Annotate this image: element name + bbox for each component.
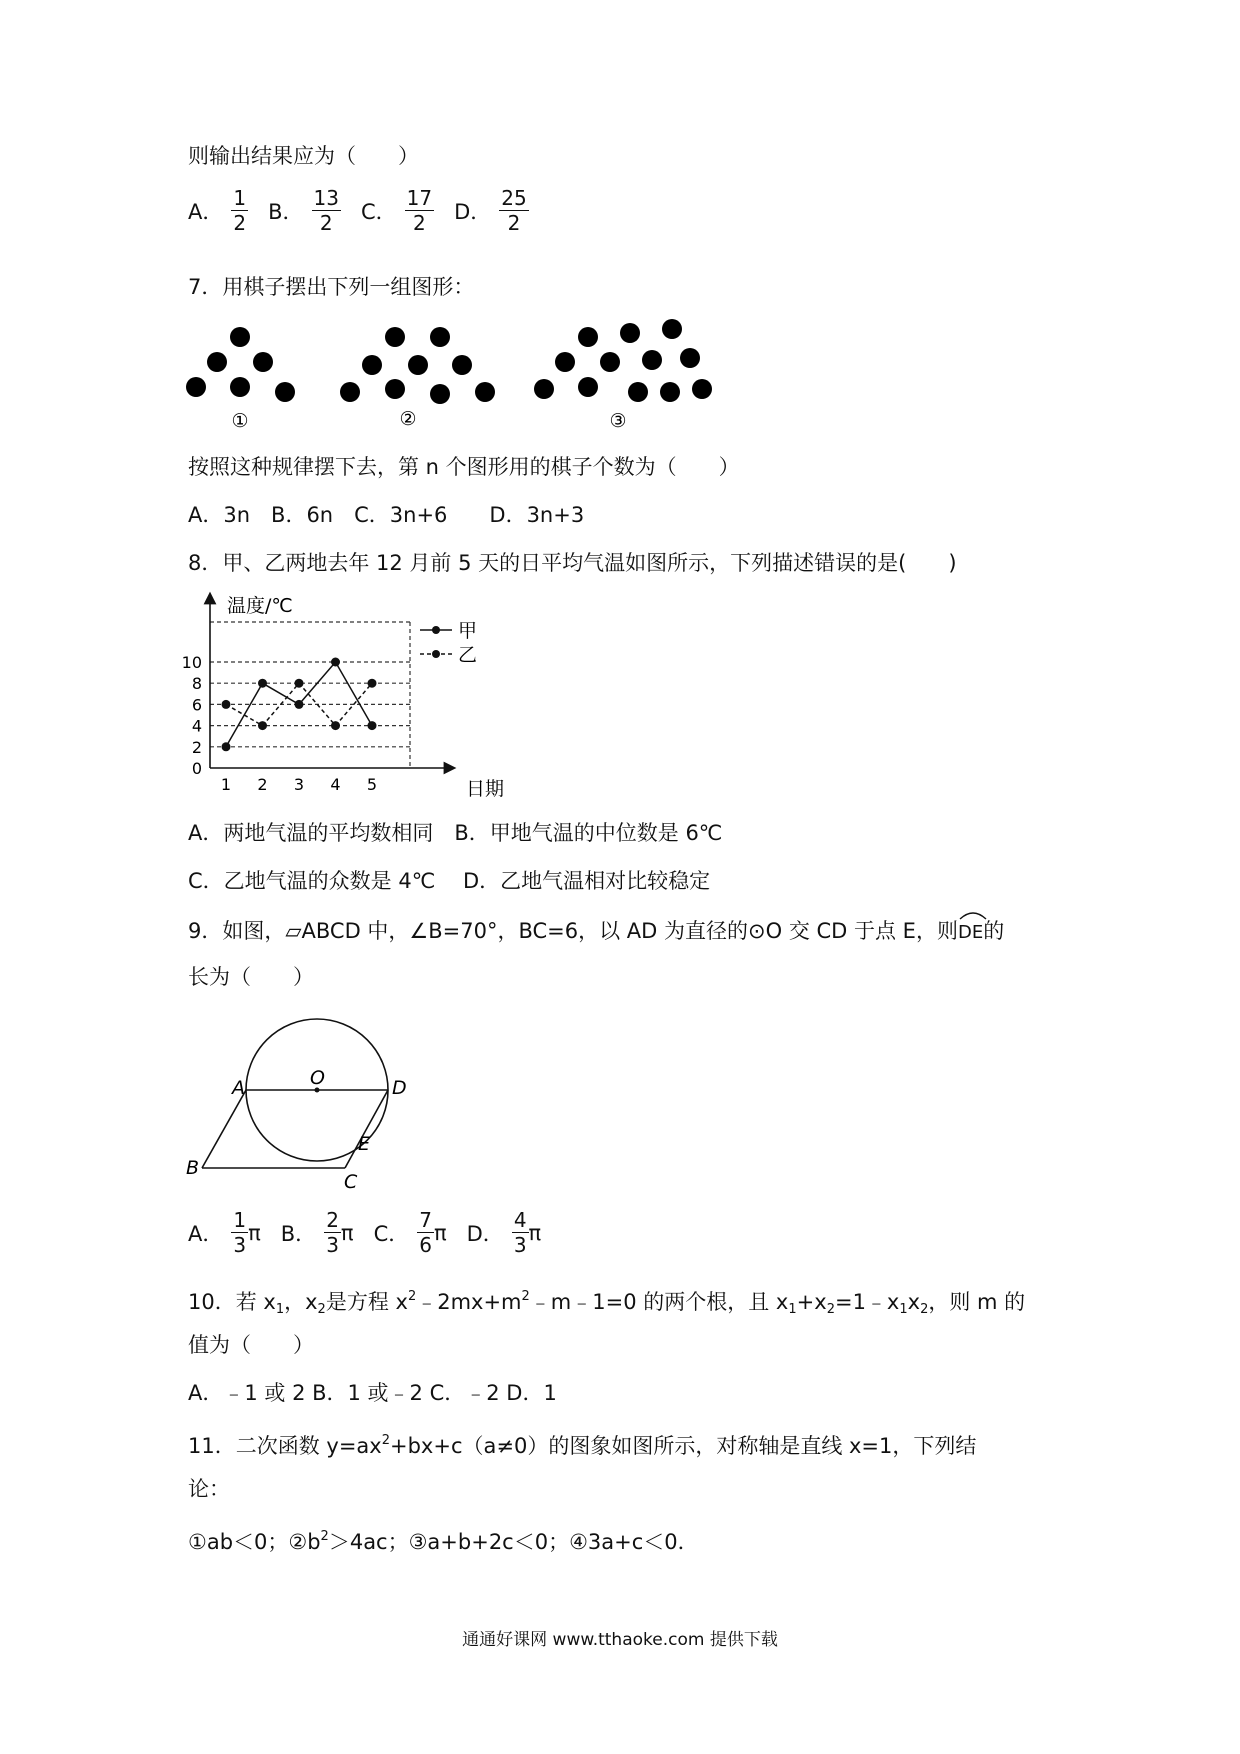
fraction [312, 186, 341, 235]
legend-label: 甲 [458, 620, 478, 642]
subscript: 1 [899, 1302, 908, 1317]
segment-cd [345, 1090, 388, 1168]
y-tick-label: 4 [191, 716, 202, 736]
stone [340, 382, 360, 402]
q11-stem-line1 [188, 1426, 976, 1461]
legend-marker [432, 650, 440, 658]
q9-stem-line1 [188, 914, 1004, 948]
text: x [907, 1290, 921, 1314]
fraction [231, 186, 248, 235]
text: 11．二次函数 y=ax [188, 1434, 382, 1458]
stone [275, 382, 295, 402]
label-o: O [310, 1067, 325, 1089]
pi-symbol: π [340, 1220, 354, 1245]
fraction [499, 186, 528, 235]
q9-options [188, 1208, 561, 1257]
q8-stem: 8．甲、乙两地去年 12 月前 5 天的日平均气温如图所示，下列描述错误的是( ) [188, 551, 957, 575]
numerator: 1 [233, 1208, 247, 1232]
figure-label: ② [399, 408, 417, 430]
stone [385, 379, 405, 399]
data-point [331, 721, 340, 730]
denominator: 2 [507, 211, 521, 235]
data-point [258, 679, 267, 688]
stone [408, 355, 428, 375]
data-point [295, 700, 304, 709]
text: +x [796, 1290, 827, 1314]
numerator: 25 [501, 186, 527, 210]
stone [600, 352, 620, 372]
legend-label: 乙 [458, 644, 478, 666]
stone [662, 319, 682, 339]
q9-option-a [188, 1208, 261, 1257]
label-e: E [358, 1133, 371, 1155]
arc-de: DE [958, 914, 983, 948]
stone [534, 379, 554, 399]
denominator: 2 [233, 211, 247, 235]
label-a: A [232, 1077, 245, 1099]
stone [628, 382, 648, 402]
y-axis-label: 温度/℃ [227, 595, 293, 617]
q6-option-c [361, 186, 434, 235]
q6-option-b [268, 186, 341, 235]
numerator: 13 [313, 186, 339, 210]
numerator: 7 [419, 1208, 432, 1232]
q7-question: 按照这种规律摆下去，第 n 个图形用的棋子个数为（ ） [188, 455, 740, 479]
fraction [405, 186, 434, 235]
superscript: 2 [407, 1289, 417, 1304]
subscript: 2 [317, 1302, 326, 1317]
text: =1﹣x [834, 1290, 900, 1314]
pi-symbol: π [248, 1220, 261, 1245]
denominator: 6 [419, 1233, 432, 1257]
x-axis-label: 日期 [466, 778, 505, 800]
stone [578, 327, 598, 347]
fraction [512, 1208, 529, 1257]
figure-label: ③ [609, 410, 627, 432]
text: 10．若 x [188, 1290, 276, 1314]
option-letter: B． [268, 199, 304, 224]
text: ①ab＜0；②b [188, 1530, 321, 1554]
text: ﹣2mx+m [416, 1290, 522, 1314]
stone [362, 355, 382, 375]
data-point [368, 721, 377, 730]
data-point [331, 658, 340, 667]
subscript: 1 [788, 1302, 797, 1317]
arc-mark [958, 910, 988, 920]
text: ＞4ac；③a+b+2c＜0；④3a+c＜0． [328, 1530, 699, 1554]
q10-stem-line2: 值为（ ） [188, 1333, 314, 1357]
superscript: 2 [521, 1289, 530, 1304]
q8-temperature-chart [180, 590, 560, 805]
pi-symbol: π [528, 1220, 542, 1245]
option-letter: A． [188, 1221, 224, 1246]
label-d: D [392, 1077, 407, 1099]
y-tick-label: 2 [191, 737, 202, 757]
stone [692, 379, 712, 399]
fraction [417, 1208, 434, 1257]
numerator: 2 [326, 1208, 339, 1232]
option-letter: B． [280, 1221, 317, 1246]
stone [385, 327, 405, 347]
q6-option-a [188, 186, 248, 235]
option-letter: D． [466, 1221, 504, 1246]
legend-marker [432, 626, 440, 634]
stone [452, 355, 472, 375]
fraction [324, 1208, 341, 1257]
q8-options-line1: A．两地气温的平均数相同 B．甲地气温的中位数是 6℃ [188, 821, 723, 845]
q6-option-d [454, 186, 529, 235]
q9-stem-a: 9．如图，▱ABCD 中，∠B=70°，BC=6，以 AD 为直径的⊙O 交 CD 于点 E，则 [188, 919, 958, 943]
stone [186, 377, 206, 397]
numerator: 1 [233, 186, 247, 210]
data-point [222, 742, 231, 751]
denominator: 2 [413, 211, 426, 235]
subscript: 1 [275, 1302, 285, 1317]
text: ，则 m 的 [928, 1290, 1026, 1314]
pi-symbol: π [433, 1220, 447, 1245]
y-tick-label: 10 [181, 653, 202, 672]
stone [430, 384, 450, 404]
q6-options [188, 186, 549, 235]
option-letter: C． [373, 1221, 410, 1246]
x-tick-label: 3 [293, 775, 305, 794]
text: +bx+c（a≠0）的图象如图所示，对称轴是直线 x=1，下列结 [390, 1434, 977, 1458]
q9-geometry-figure [180, 1010, 420, 1190]
denominator: 2 [319, 211, 333, 235]
label-c: C [344, 1171, 358, 1190]
option-letter: A． [188, 199, 224, 224]
x-tick-label: 1 [220, 775, 232, 794]
denominator: 3 [326, 1233, 339, 1257]
q9-option-b [281, 1208, 354, 1257]
q7-options: A．3n B．6n C．3n+6 D．3n+3 [188, 503, 585, 527]
stone [253, 352, 273, 372]
q9-stem-line2: 长为（ ） [188, 965, 314, 989]
y-tick-label: 8 [191, 674, 202, 694]
q10-stem-line1 [188, 1282, 1025, 1325]
x-tick-label: 5 [366, 775, 378, 794]
q11-stem-line2: 论： [188, 1477, 230, 1501]
q7-figure [180, 310, 740, 440]
stone [680, 348, 700, 368]
q9-option-c [374, 1208, 447, 1257]
q10-options: A．﹣1 或 2 B．1 或﹣2 C．﹣2 D．1 [188, 1381, 557, 1405]
stone [620, 323, 640, 343]
data-point [258, 721, 267, 730]
fraction [231, 1208, 248, 1257]
superscript: 2 [381, 1433, 390, 1448]
numerator: 4 [513, 1208, 527, 1232]
q8-options-line2: C．乙地气温的众数是 4℃ D．乙地气温相对比较稳定 [188, 869, 711, 893]
stone [578, 377, 598, 397]
stone [430, 327, 450, 347]
option-letter: D． [454, 199, 492, 224]
label-b: B [186, 1157, 200, 1179]
stone [230, 327, 250, 347]
text: ，x [284, 1290, 318, 1314]
x-tick-label: 2 [257, 775, 268, 794]
denominator: 3 [513, 1233, 527, 1257]
data-point [368, 679, 377, 688]
figure-label: ① [231, 410, 249, 432]
q6-stem: 则输出结果应为（ ） [188, 144, 419, 168]
subscript: 2 [920, 1302, 929, 1317]
stone [660, 382, 680, 402]
text: 是方程 x [325, 1290, 408, 1314]
denominator: 3 [233, 1233, 247, 1257]
numerator: 17 [406, 186, 433, 210]
q11-conclusions [188, 1522, 699, 1557]
stone [555, 352, 575, 372]
subscript: 2 [826, 1302, 835, 1317]
q7-stem: 7．用棋子摆出下列一组图形： [188, 275, 475, 299]
y-tick-label: 0 [191, 759, 202, 778]
q9-stem-b: 的 [983, 919, 1005, 943]
option-letter: C． [360, 199, 397, 224]
y-tick-label: 6 [191, 695, 202, 715]
stone [475, 382, 495, 402]
page-footer: 通通好课网 www.tthaoke.com 提供下载 [462, 1630, 778, 1650]
superscript: 2 [320, 1529, 329, 1544]
stone [207, 352, 227, 372]
q9-option-d [467, 1208, 542, 1257]
x-tick-label: 4 [330, 775, 341, 794]
data-point [222, 700, 231, 709]
segment-ab [202, 1090, 246, 1168]
stone [230, 377, 250, 397]
data-point [295, 679, 304, 688]
stone [642, 350, 662, 370]
text: ﹣m﹣1=0 的两个根，且 x [529, 1290, 789, 1314]
